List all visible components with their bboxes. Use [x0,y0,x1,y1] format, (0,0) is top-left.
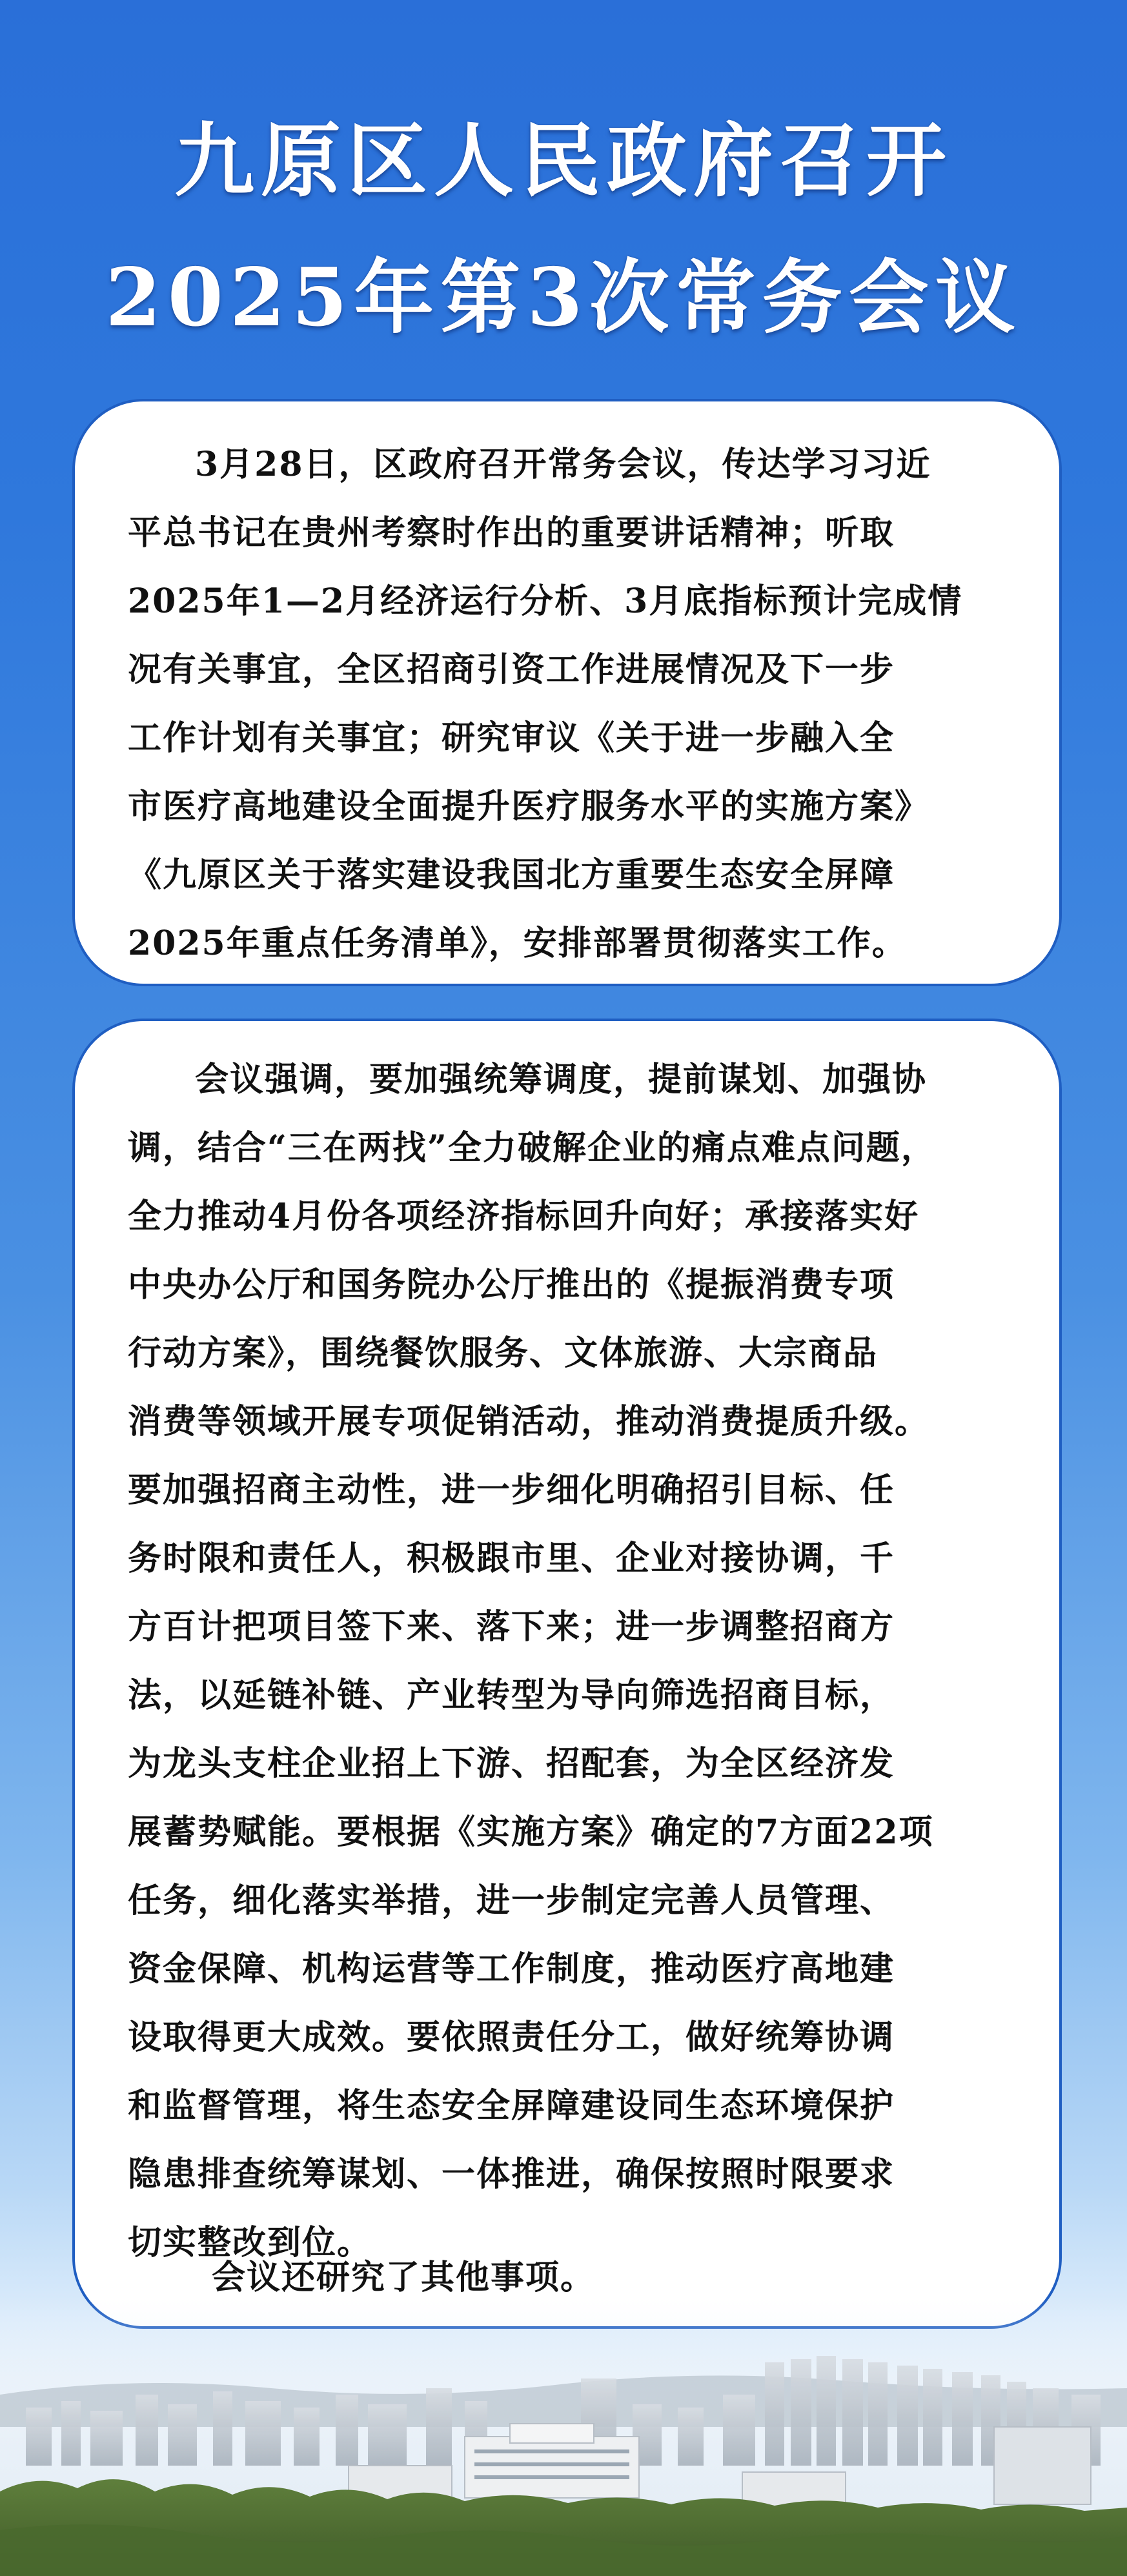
text-line: 2025年重点任务清单》，安排部署贯彻落实工作。 [128,924,907,963]
text-line: 况有关事宜，全区招商引资工作进展情况及下一步 [128,650,895,689]
text-line: 隐患排查统筹谋划、一体推进，确保按照时限要求 [128,2155,895,2194]
text-line: 3月28日，区政府召开常务会议，传达学习习近 [195,445,931,484]
text-line: 中央办公厅和国务院办公厅推出的《提振消费专项 [128,1265,895,1304]
text-line: 会议强调，要加强统筹调度，提前谋划、加强协 [195,1060,928,1099]
closing-sentence: 会议还研究了其他事项。 [212,2258,596,2297]
text-line: 平总书记在贵州考察时作出的重要讲话精神；听取 [128,513,895,553]
page-title-line-2: 2025年第3次常务会议 [105,251,1022,345]
text-line: 切实整改到位。 [128,2223,372,2262]
details-paragraph [128,1046,1012,2277]
page-title-line-1: 九原区人民政府召开 [174,114,953,208]
text-line: 消费等领域开展专项促销活动，推动消费提质升级。 [128,1402,930,1441]
text-line: 行动方案》，围绕餐饮服务、文体旅游、大宗商品 [128,1334,878,1373]
text-line: 设取得更大成效。要依照责任分工，做好统筹协调 [128,2018,895,2057]
text-line: 要加强招商主动性，进一步细化明确招引目标、任 [128,1470,895,1510]
text-line: 全力推动4月份各项经济指标回升向好；承接落实好 [128,1197,920,1236]
summary-paragraph [128,431,1012,978]
text-line: 务时限和责任人，积极跟市里、企业对接协调，千 [128,1539,895,1578]
city-skyline-image [0,2298,1127,2576]
text-line: 工作计划有关事宜；研究审议《关于进一步融入全 [128,718,895,758]
text-line: 和监督管理，将生态安全屏障建设同生态环境保护 [128,2086,895,2125]
details-card [72,1019,1062,2329]
text-line: 调，结合“三在两找”全力破解企业的痛点难点问题， [128,1128,936,1168]
summary-card [72,399,1062,986]
text-line: 任务，细化落实举措，进一步制定完善人员管理、 [128,1881,895,1920]
text-line: 市医疗高地建设全面提升医疗服务水平的实施方案》 [128,787,930,826]
text-line: 法，以延链补链、产业转型为导向筛选招商目标， [128,1676,895,1715]
text-line: 为龙头支柱企业招上下游、招配套，为全区经济发 [128,1744,895,1783]
text-line: 2025年1—2月经济运行分析、3月底指标预计完成情 [128,582,963,621]
text-line: 《九原区关于落实建设我国北方重要生态安全屏障 [128,855,895,895]
text-line: 资金保障、机构运营等工作制度，推动医疗高地建 [128,1949,895,1989]
text-line: 方百计把项目签下来、落下来；进一步调整招商方 [128,1607,895,1647]
text-line: 展蓄势赋能。要根据《实施方案》确定的7方面22项 [128,1812,934,1852]
